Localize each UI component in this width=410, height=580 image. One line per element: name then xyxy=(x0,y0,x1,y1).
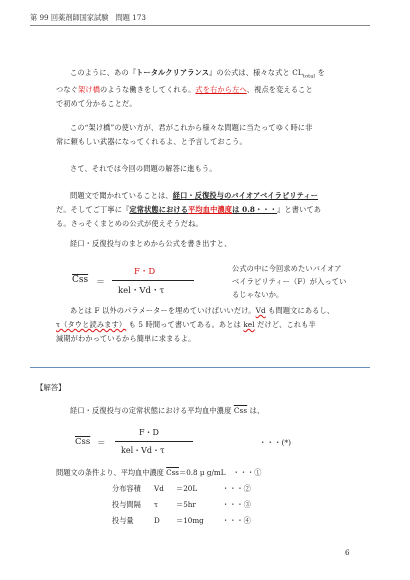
equation-mark: ・・・(*) xyxy=(259,438,292,447)
text: ＝0.8 μ g/mL ・・・① xyxy=(179,468,262,477)
text: 問題文の条件より、平均血中濃度 xyxy=(56,468,167,477)
condition-mark: ・・・③ xyxy=(222,500,251,509)
text: だ。そしてご丁寧に『 xyxy=(56,205,130,214)
formula-note xyxy=(232,262,377,301)
paragraph-parameters xyxy=(56,304,356,346)
paragraph-bridge xyxy=(56,121,356,149)
answer-title: 【解答】 xyxy=(36,383,66,392)
text: は、 xyxy=(247,406,265,415)
text: 』の公式は、様々な式と CL xyxy=(209,68,303,77)
subscript: total xyxy=(302,73,316,80)
formula-lhs: $\overline{Css}$ xyxy=(75,437,91,447)
text: を xyxy=(315,68,325,77)
answer-formula xyxy=(75,425,335,465)
text: 経口・反復投与の定常状態における平均血中濃度 xyxy=(70,406,234,415)
bold-red-text: 平均血中濃度 xyxy=(188,205,233,214)
condition-label: 投与量 xyxy=(112,516,134,525)
paragraph-question xyxy=(56,189,356,231)
text: 減期がわかっているから簡単に求まるよ。 xyxy=(56,334,196,343)
text: ベイラビリティー（F）が入ってい xyxy=(232,277,347,286)
text: この“架け橋”の使い方が、君がこれから様々な問題に当たってゆく時に非 xyxy=(70,123,313,132)
formula-numerator: F・D xyxy=(139,428,159,437)
condition-label: 分布容積 xyxy=(112,484,141,493)
conditions-intro xyxy=(56,468,261,478)
fraction-bar xyxy=(115,441,193,442)
text: 問題文で聞かれていることは、 xyxy=(70,191,173,200)
section-divider xyxy=(30,367,370,368)
condition-row xyxy=(112,516,251,526)
answer-intro xyxy=(56,404,356,418)
condition-symbol: τ xyxy=(154,500,158,509)
formula-denominator: kel・Vd・τ xyxy=(121,446,165,455)
text: さて、それでは今回の問題の解答に進もう。 xyxy=(70,164,217,173)
formula-equals: ＝ xyxy=(97,439,106,449)
text: つなぐ xyxy=(56,85,79,95)
wavy-underlined-text: τ（タウと読みます） xyxy=(56,320,127,329)
condition-row xyxy=(112,500,251,510)
text: 』と書いてあ xyxy=(277,205,322,214)
text: このように、あの『 xyxy=(70,68,137,77)
text: るじゃないか。 xyxy=(232,290,284,299)
condition-value: ＝5hr xyxy=(176,500,196,509)
text: だけど、これも半 xyxy=(254,320,316,329)
bold-underlined-text: は 0.8・・・ xyxy=(232,205,278,214)
wavy-underlined-text: Vd xyxy=(255,306,266,315)
text: も 5 時間って書いてある。あとは xyxy=(126,320,244,329)
formula-denominator: kel・Vd・τ xyxy=(118,286,165,296)
condition-value: ＝10mg xyxy=(176,516,204,525)
wavy-underlined-text: kel xyxy=(243,320,255,329)
bold-text: トータルクリアランス xyxy=(136,68,210,77)
red-text: 架け橋 xyxy=(78,85,101,95)
overlined-text: $\overline{Css}$ xyxy=(166,468,179,477)
formula-css xyxy=(72,263,202,303)
formula-lhs: $\overline{Css}$ xyxy=(72,275,89,285)
paragraph-clearance xyxy=(56,66,356,111)
bold-underlined-text: 経口・反復投与のバイオアベイラビリティー xyxy=(172,191,319,200)
page-header: 第 99 回薬剤師国家試験 問題 173 xyxy=(30,13,146,22)
paragraph-formula-intro xyxy=(56,237,356,251)
overlined-text: $\overline{Css}$ xyxy=(233,406,248,415)
text: も問題文にあるし、 xyxy=(265,306,335,315)
text: る。さっそくまとめの公式が使えそうだね。 xyxy=(56,219,203,228)
condition-symbol: D xyxy=(154,516,160,525)
text: あとは F 以外のパラメーターを埋めていけばいいだけ。 xyxy=(70,306,256,315)
condition-label: 投与間隔 xyxy=(112,500,141,509)
condition-row xyxy=(112,484,251,494)
formula-equals: ＝ xyxy=(96,278,106,288)
fraction-bar xyxy=(112,280,194,281)
text: 、視点を変えること xyxy=(246,85,313,95)
text: で初めて分かることだ。 xyxy=(56,99,137,109)
page-number: 6 xyxy=(345,548,350,557)
condition-symbol: Vd xyxy=(154,484,164,493)
text: 公式の中に今回求めたいバイオア xyxy=(232,264,342,273)
text: 経口・反復投与のまとめから公式を書き出すと、 xyxy=(70,239,232,248)
bold-underlined-text: 定常状態における xyxy=(129,205,189,214)
header-divider xyxy=(30,25,370,26)
paragraph-proceed xyxy=(56,162,356,176)
condition-mark: ・・・② xyxy=(222,484,251,493)
formula-numerator: F・D xyxy=(134,267,156,277)
condition-value: ＝20L xyxy=(176,484,198,493)
text: 常に頼もしい武器になってくれるよ、と予言しておこう。 xyxy=(56,137,247,146)
text: のような働きをしてくれる。 xyxy=(100,85,196,95)
condition-mark: ・・・④ xyxy=(222,516,251,525)
underlined-red-text: 式を右から左へ xyxy=(195,85,247,95)
